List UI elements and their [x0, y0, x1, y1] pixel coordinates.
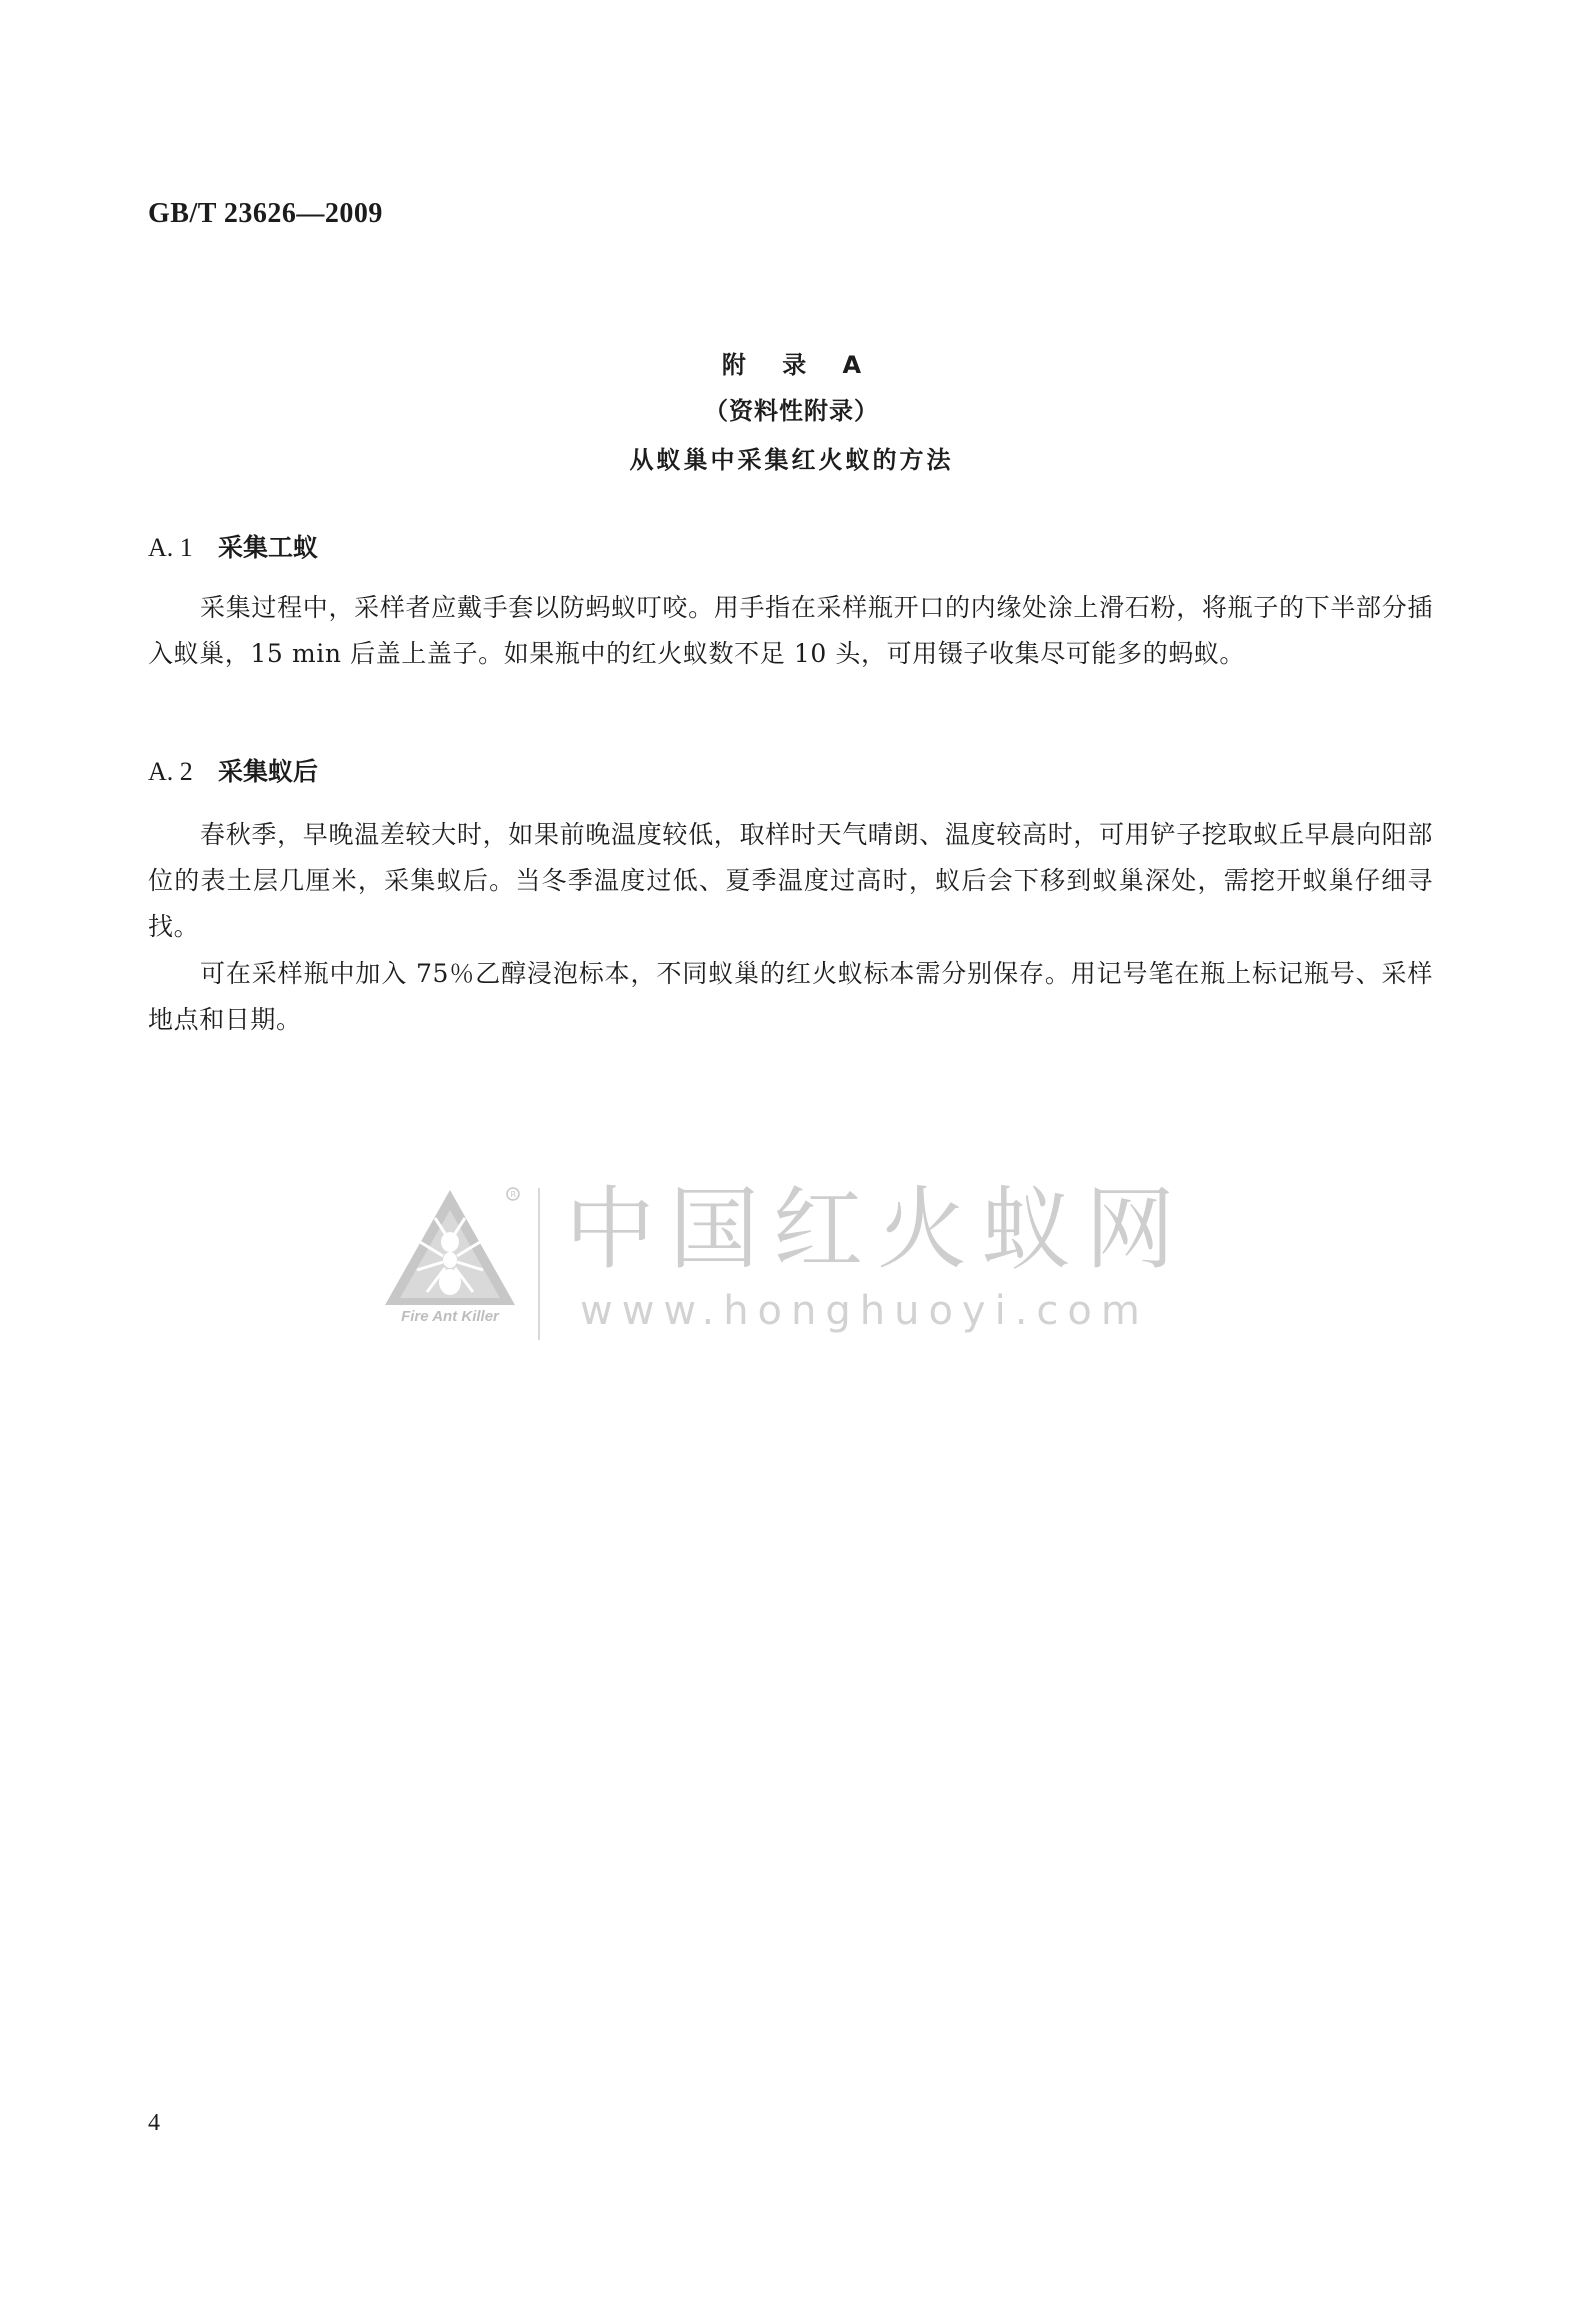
section-heading-a2	[148, 752, 318, 788]
paragraph: 春秋季，早晚温差较大时，如果前晚温度较低，取样时天气晴朗、温度较高时，可用铲子挖取蚁丘早晨向阳部位的表土层几厘米，采集蚁后。当冬季温度过低、夏季温度过高时，蚁后会下移到蚁巢深处，需挖开蚁巢仔细寻找。	[148, 820, 1433, 941]
svg-text:R: R	[510, 1190, 517, 1199]
watermark-divider	[538, 1188, 540, 1340]
section-number: A. 2	[148, 757, 193, 786]
standard-code: GB/T 23626—2009	[148, 198, 383, 229]
section-title: 采集工蚁	[218, 533, 319, 562]
paragraph: 可在采样瓶中加入 75％乙醇浸泡标本，不同蚁巢的红火蚁标本需分别保存。用记号笔在瓶上标记瓶号、采样地点和日期。	[148, 959, 1433, 1034]
page-number: 4	[148, 2110, 160, 2136]
section-number: A. 1	[148, 533, 193, 562]
section-heading-a1	[148, 528, 318, 564]
watermark-brand: Fire Ant Killer	[401, 1308, 499, 1325]
appendix-subtitle: 从蚁巢中采集红火蚁的方法	[629, 446, 954, 474]
watermark-site-name: 中国红火蚁网	[565, 1177, 1189, 1282]
section-title: 采集蚁后	[218, 757, 319, 786]
paragraph: 采集过程中，采样者应戴手套以防蚂蚁叮咬。用手指在采样瓶开口的内缘处涂上滑石粉，将瓶子的下半部分插入蚁巢，15 min 后盖上盖子。如果瓶中的红火蚁数不足 10 头，可用镊子收集尽可能多的蚂蚁。	[148, 593, 1433, 668]
watermark-url: www.honghuoyi.com	[580, 1288, 1149, 1334]
appendix-title: 附 录 A	[721, 351, 876, 379]
watermark	[375, 1177, 1215, 1350]
appendix-type: （资料性附录）	[704, 397, 879, 425]
